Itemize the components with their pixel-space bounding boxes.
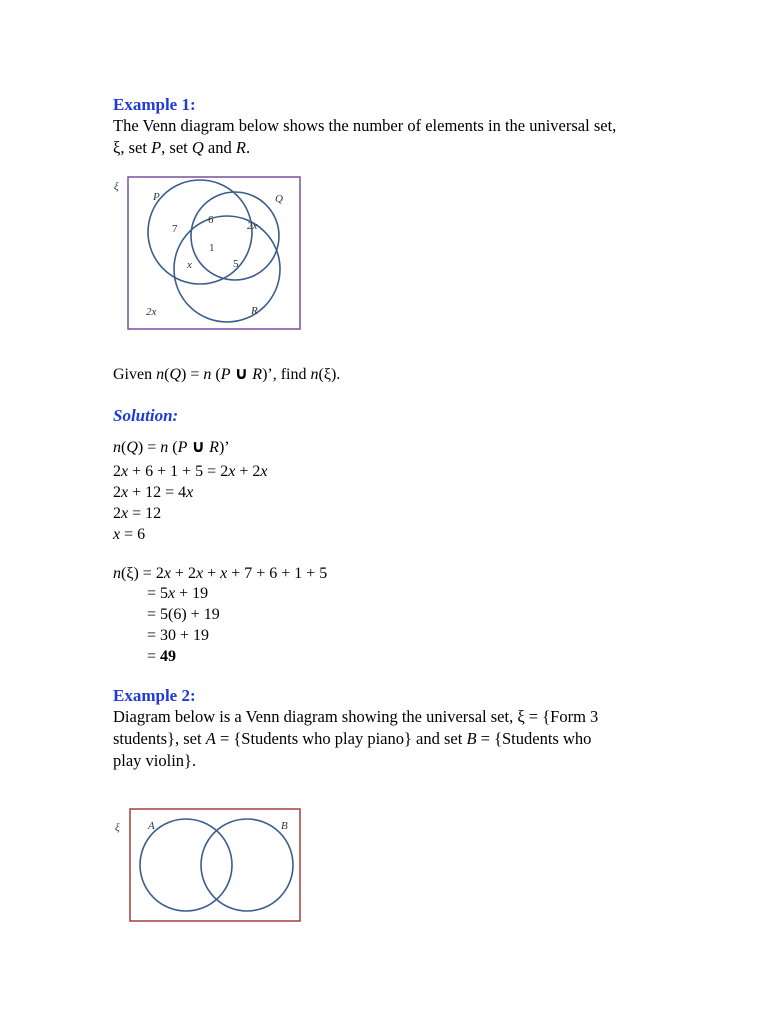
universal-set-symbol: ξ [114, 181, 119, 193]
circle-b [201, 819, 293, 911]
universal-set-symbol-2: ξ [115, 822, 120, 834]
solution-line-6: n(ξ) = 2x + 2x + x + 7 + 6 + 1 + 5 [113, 565, 328, 582]
example1-intro-line2: ξ, set P, set Q and R. [113, 138, 251, 157]
region-p-q: 6 [208, 214, 214, 226]
region-p-q-r: 1 [209, 242, 215, 254]
example2-line1: Diagram below is a Venn diagram showing the universal set, ξ = {Form 3 [113, 707, 599, 726]
example2-line2: students}, set A = {Students who play piano} and set B = {Students who [113, 729, 592, 748]
solution-line-3: 2x + 12 = 4x [113, 484, 194, 501]
solution-line-4: 2x = 12 [113, 505, 162, 522]
region-p-r: x [187, 259, 192, 271]
example1-heading: Example 1: [113, 95, 196, 114]
given-statement: Given n(Q) = n (P ∪ R)’, find n(ξ). [113, 364, 341, 384]
example1-intro-line1: The Venn diagram below shows the number of elements in the universal set, [113, 116, 617, 135]
solution-line-9: = 30 + 19 [147, 627, 210, 644]
label-p: P [153, 191, 160, 203]
example2-heading: Example 2: [113, 686, 196, 705]
venn-diagram-ab [110, 805, 310, 925]
region-q-r: 5 [233, 258, 239, 270]
solution-line-2: 2x + 6 + 1 + 5 = 2x + 2x [113, 463, 268, 480]
label-b: B [281, 820, 288, 832]
region-p-only: 7 [172, 223, 178, 235]
region-outside: 2x [146, 306, 157, 318]
circle-a [140, 819, 232, 911]
solution-heading: Solution: [113, 406, 179, 425]
solution-final-answer: = 49 [147, 648, 177, 665]
solution-line-8: = 5(6) + 19 [147, 606, 220, 623]
universal-set-box-2 [130, 809, 300, 921]
solution-line-1: n(Q) = n (P ∪ R)’ [113, 437, 230, 457]
solution-line-5: x = 6 [113, 526, 146, 543]
solution-line-7: = 5x + 19 [147, 585, 209, 602]
label-q: Q [275, 193, 283, 205]
label-r: R [251, 305, 258, 317]
example2-line3: play violin}. [113, 751, 197, 770]
venn-diagram-pqr [110, 172, 310, 334]
label-a: A [148, 820, 155, 832]
region-q-only: 2x [247, 220, 258, 232]
